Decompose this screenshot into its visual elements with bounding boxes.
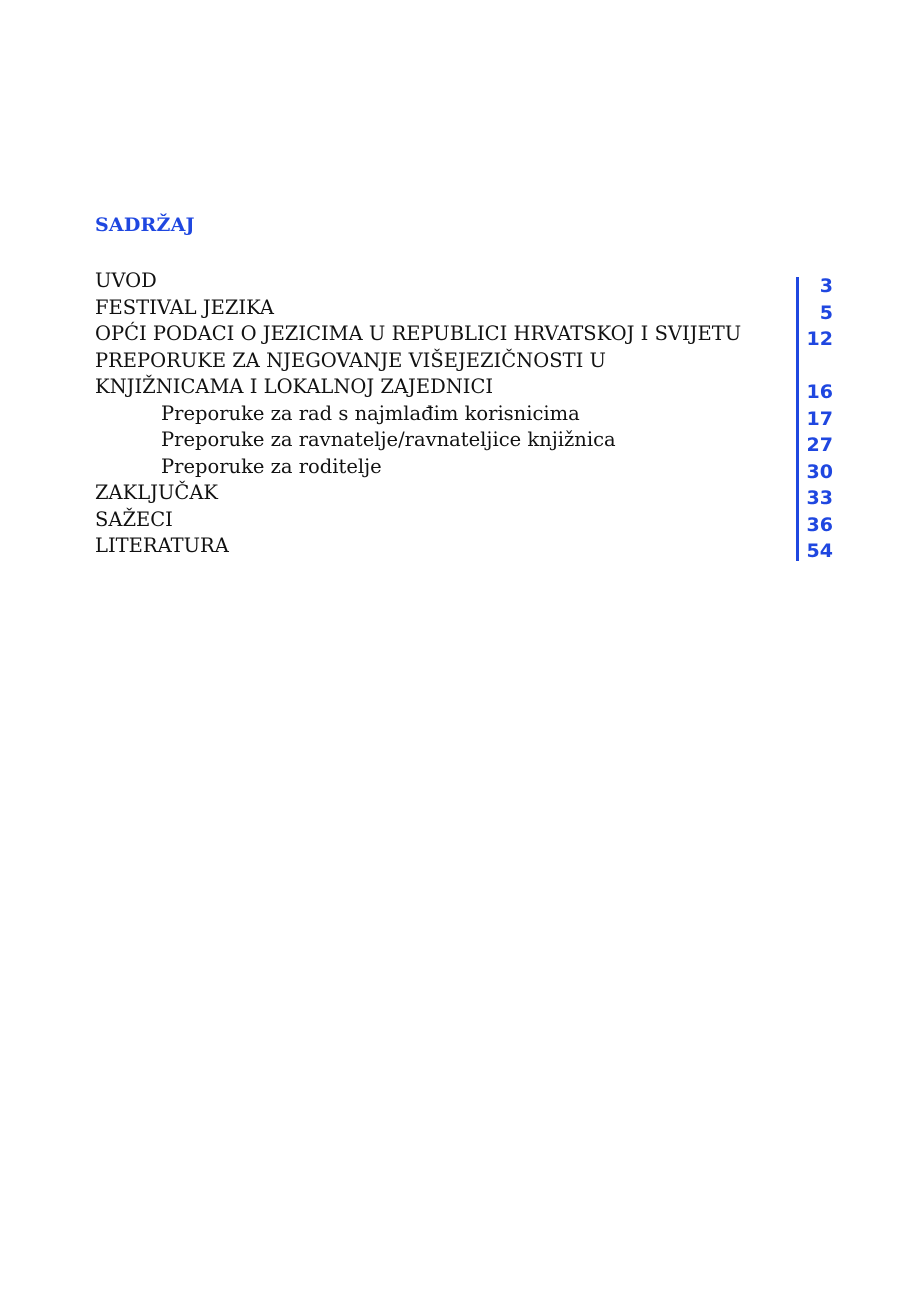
toc-entry-uvod[interactable]: UVOD bbox=[95, 269, 157, 292]
page-number[interactable]: 12 bbox=[806, 328, 833, 350]
toc-entry-preporuke-line1[interactable]: PREPORUKE ZA NJEGOVANJE VIŠEJEZIČNOSTI U bbox=[95, 348, 606, 372]
toc-entry-zakljucak[interactable]: ZAKLJUČAK bbox=[95, 481, 218, 504]
page-number-spacer bbox=[800, 353, 833, 380]
page-number[interactable]: 30 bbox=[806, 460, 833, 483]
page-number[interactable]: 16 bbox=[806, 381, 833, 403]
page-number[interactable]: 54 bbox=[806, 540, 833, 562]
toc-subentry-najmladi[interactable]: Preporuke za rad s najmlađim korisnicima bbox=[161, 401, 580, 425]
page-number[interactable]: 17 bbox=[806, 407, 833, 430]
toc-entry-sazeci[interactable]: SAŽECI bbox=[95, 507, 173, 531]
page-number[interactable]: 36 bbox=[806, 513, 833, 536]
toc-entry-literatura[interactable]: LITERATURA bbox=[95, 534, 229, 557]
page-number[interactable]: 27 bbox=[806, 434, 833, 456]
page-number[interactable]: 33 bbox=[806, 487, 833, 509]
page-number[interactable]: 5 bbox=[819, 301, 833, 324]
toc-subentry-roditelji[interactable]: Preporuke za roditelje bbox=[161, 454, 382, 478]
toc-subentry-ravnatelji[interactable]: Preporuke za ravnatelje/ravnateljice knjižnica bbox=[161, 428, 616, 451]
page-number[interactable]: 3 bbox=[819, 275, 833, 297]
toc-divider-bar bbox=[796, 277, 799, 561]
toc-heading: SADRŽAJ bbox=[95, 214, 195, 236]
toc-entry-festival-jezika[interactable]: FESTIVAL JEZIKA bbox=[95, 295, 274, 319]
toc-entry-preporuke-line2[interactable]: KNJIŽNICAMA I LOKALNOJ ZAJEDNICI bbox=[95, 375, 494, 398]
toc-entry-opci-podaci[interactable]: OPĆI PODACI O JEZICIMA U REPUBLICI HRVATSKOJ I SVIJETU bbox=[95, 322, 742, 345]
toc-page-numbers bbox=[800, 273, 833, 565]
toc-list bbox=[95, 268, 755, 560]
